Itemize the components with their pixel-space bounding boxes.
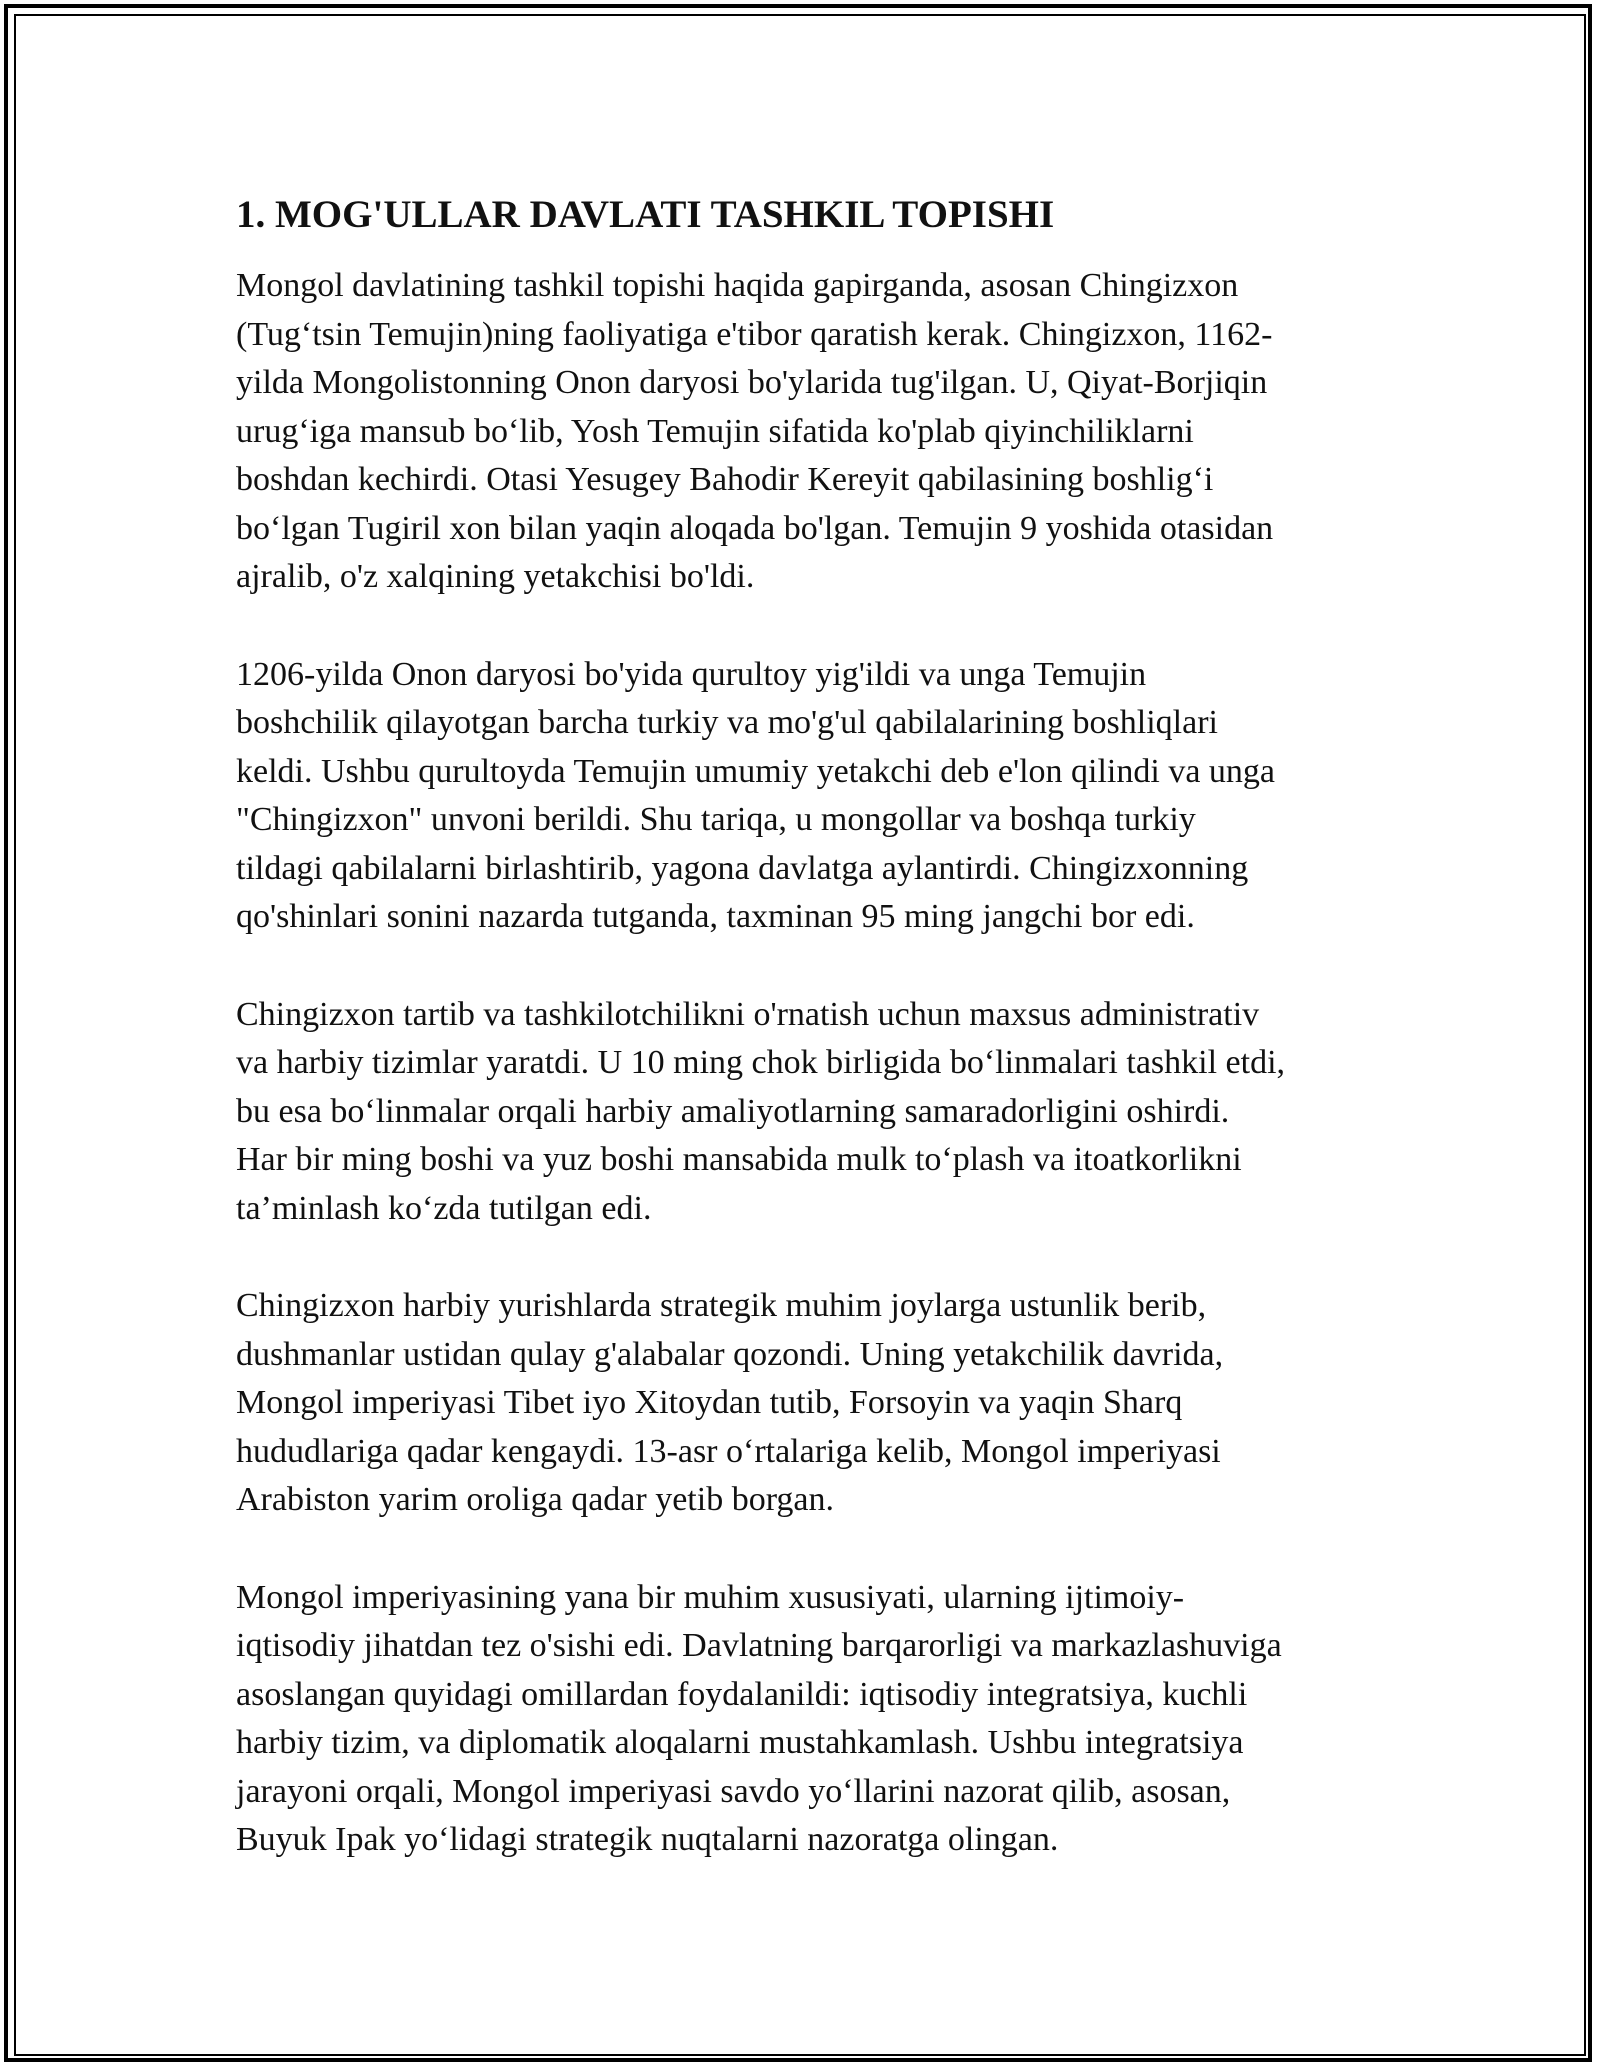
paragraph-5: Mongol imperiyasining yana bir muhim xususiyati, ularning ijtimoiy- iqtisodiy jihatdan tez o'sishi edi. Davlatning barqarorligi va markazlashuviga asoslangan quyidagi omillardan foydalanildi: iqtisodiy integratsiya, kuchli harbiy tizim, va diplomatik aloqalarni mustahkamlash. Ushbu integratsiya jarayoni orqali, Mongol imperiyasi savdo yo‘llarini nazorat qilib, asosan, Buyuk Ipak yo‘lidagi strategik nuqtalarni nazoratga olingan. <box>236 1578 1282 1858</box>
document-heading: 1. MOG'ULLAR DAVLATI TASHKIL TOPISHI <box>236 193 1055 236</box>
paragraph-2: 1206-yilda Onon daryosi bo'yida qurultoy yig'ildi va unga Temujin boshchilik qilayotgan barcha turkiy va mo'g'ul qabilalarining boshliqlari keldi. Ushbu qurultoyda Temujin umumiy yetakchi deb e'lon qilindi va unga "Chingizxon" unvoni berildi. Shu tariqa, u mongollar va boshqa turkiy tildagi qabilalarni birlashtirib, yagona davlatga aylantirdi. Chingizxonning qo'shinlari sonini nazarda tutganda, taxminan 95 ming jangchi bor edi. <box>236 655 1276 935</box>
paragraph-3: Chingizxon tartib va tashkilotchilikni o'rnatish uchun maxsus administrativ va harbiy tizimlar yaratdi. U 10 ming chok birligida bo‘linmalari tashkil etdi, bu esa bo‘linmalar orqali harbiy amaliyotlarning samaradorligini oshirdi. Har bir ming boshi va yuz boshi mansabida mulk to‘plash va itoatkorlikni ta’minlash ko‘zda tutilgan edi. <box>236 995 1286 1227</box>
paragraph-4: Chingizxon harbiy yurishlarda strategik muhim joylarga ustunlik berib, dushmanlar ustidan qulay g'alabalar qozondi. Uning yetakchilik davrida, Mongol imperiyasi Tibet iyo Xitoydan tutib, Forsoyin va yaqin Sharq hududlariga qadar kengaydi. 13-asr o‘rtalariga kelib, Mongol imperiyasi Arabiston yarim oroliga qadar yetib borgan. <box>236 1287 1224 1518</box>
paragraph-1: Mongol davlatining tashkil topishi haqida gapirganda, asosan Chingizxon (Tug‘tsin Temujin)ning faoliyatiga e'tibor qaratish kerak. Chingizxon, 1162- yilda Mongolistonning Onon daryosi bo'ylarida tug'ilgan. U, Qiyat-Borjiqin urug‘iga mansub bo‘lib, Yosh Temujin sifatida ko'plab qiyinchiliklarni boshdan kechirdi. Otasi Yesugey Bahodir Kereyit qabilasining boshlig‘i bo‘lgan Tugiril xon bilan yaqin aloqada bo'lgan. Temujin 9 yoshida otasidan ajralib, o'z xalqining yetakchisi bo'ldi. <box>236 267 1274 595</box>
document-body <box>236 190 1376 1914</box>
